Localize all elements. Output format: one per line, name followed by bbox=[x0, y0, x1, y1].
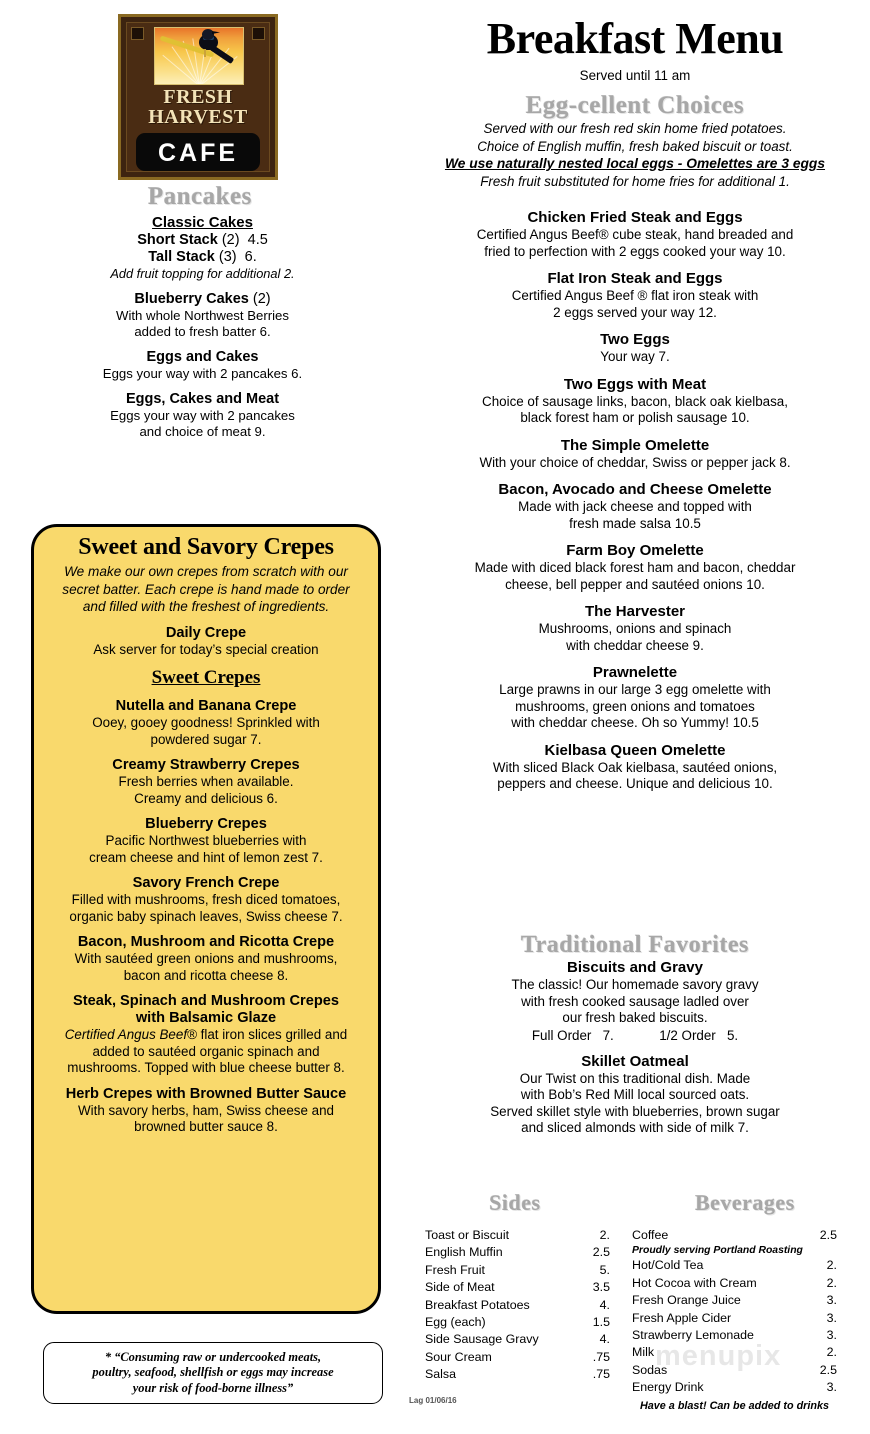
item-label: Blueberry Crepes bbox=[145, 816, 267, 832]
crepes-intro bbox=[46, 563, 366, 616]
list-item bbox=[425, 1244, 610, 1261]
item-label: Farm Boy Omelette bbox=[566, 542, 704, 559]
side-price: 3.5 bbox=[592, 1280, 610, 1295]
food-safety-disclaimer bbox=[43, 1342, 383, 1404]
item-desc-line3: with cheddar cheese. Oh so Yummy! 10.5 bbox=[511, 715, 759, 730]
item-desc-line1: Your way 7. bbox=[600, 349, 670, 364]
item-desc-line3: Served skillet style with blueberries, brown sugar bbox=[490, 1103, 780, 1119]
disclaimer-line2: poultry, seafood, shellfish or eggs may increase bbox=[92, 1365, 334, 1380]
item-label: Bacon, Avocado and Cheese Omelette bbox=[498, 481, 772, 498]
menu-item-tall-stack bbox=[30, 249, 375, 266]
section-header-traditional-favorites: Traditional Favorites bbox=[520, 932, 750, 958]
beverage-price: 3. bbox=[826, 1380, 837, 1395]
half-order-label: 1/2 Order bbox=[659, 1027, 716, 1043]
list-item bbox=[425, 1314, 610, 1331]
side-price: 4. bbox=[599, 1297, 610, 1312]
page-title: Breakfast Menu bbox=[486, 14, 784, 63]
item-label: Chicken Fried Steak and Eggs bbox=[527, 209, 743, 226]
side-name: Fresh Fruit bbox=[425, 1262, 485, 1277]
beverage-name: Hot Cocoa with Cream bbox=[632, 1275, 757, 1290]
side-price: .75 bbox=[592, 1349, 610, 1364]
item-desc-line2: fresh made salsa 10.5 bbox=[569, 515, 701, 531]
disclaimer-line1: * “Consuming raw or undercooked meats, bbox=[104, 1349, 322, 1364]
side-price: 4. bbox=[599, 1332, 610, 1347]
menu-item-prawnelette bbox=[420, 664, 850, 732]
eggcellent-notes bbox=[420, 120, 850, 190]
item-label: Nutella and Banana Crepe bbox=[115, 698, 297, 714]
item-label: Eggs, Cakes and Meat bbox=[125, 391, 280, 407]
item-label: Eggs and Cakes bbox=[146, 349, 259, 365]
side-name: Egg (each) bbox=[425, 1315, 486, 1330]
item-desc-line2: browned butter sauce 8. bbox=[134, 1119, 278, 1134]
item-desc-line1 bbox=[46, 1027, 366, 1044]
item-desc-line2: with cheddar cheese 9. bbox=[566, 637, 704, 653]
beverage-price: 2. bbox=[826, 1258, 837, 1273]
item-desc-line3: mushrooms. Topped with blue cheese butter 8. bbox=[67, 1060, 345, 1075]
section-header-pancakes: Pancakes bbox=[148, 183, 252, 210]
side-price: .75 bbox=[592, 1367, 610, 1382]
side-price: 1.5 bbox=[592, 1315, 610, 1330]
menu-item-eggs-cakes-and-meat bbox=[30, 391, 375, 440]
menu-item-herb-crepes bbox=[46, 1086, 366, 1136]
beverage-name: Energy Drink bbox=[632, 1380, 704, 1395]
beverage-price: 3. bbox=[826, 1328, 837, 1343]
logo-frame bbox=[118, 14, 278, 180]
item-desc-line1: Our Twist on this traditional dish. Made bbox=[519, 1070, 751, 1086]
menu-item-skillet-oatmeal bbox=[420, 1053, 850, 1137]
item-label: Prawnelette bbox=[592, 664, 678, 681]
bird-beak bbox=[212, 31, 220, 34]
item-desc-line1: Filled with mushrooms, fresh diced tomatoes, bbox=[71, 892, 341, 907]
menu-item-blueberry-crepes bbox=[46, 816, 366, 866]
list-item bbox=[632, 1362, 837, 1379]
item-label-line2: with Balsamic Glaze bbox=[135, 1010, 277, 1026]
item-desc-line1: Large prawns in our large 3 egg omelette with bbox=[499, 682, 771, 697]
right-column bbox=[400, 0, 870, 1434]
crepes-intro-line2: secret batter. Each crepe is hand made to order bbox=[62, 581, 350, 597]
side-name: English Muffin bbox=[425, 1245, 503, 1260]
item-desc-line3: our fresh baked biscuits. bbox=[562, 1010, 708, 1025]
menu-item-bacon-avocado-cheese-omelette bbox=[420, 481, 850, 532]
beverage-name: Fresh Apple Cider bbox=[632, 1310, 732, 1325]
side-name: Side of Meat bbox=[425, 1280, 495, 1295]
list-item bbox=[632, 1227, 837, 1244]
eggcellent-note-3: We use naturally nested local eggs - Omelettes are 3 eggs bbox=[444, 156, 826, 171]
item-desc-line2: added to fresh batter 6. bbox=[134, 324, 271, 339]
item-desc-line1: Pacific Northwest blueberries with bbox=[105, 833, 307, 848]
revision-stamp: Lag 01/06/16 bbox=[409, 1396, 457, 1405]
menupix-watermark: menupix bbox=[655, 1340, 782, 1372]
menu-item-kielbasa-queen-omelette bbox=[420, 742, 850, 793]
beverage-price: 2. bbox=[826, 1275, 837, 1290]
certified-angus-beef-mark: Certified Angus Beef® bbox=[64, 1027, 197, 1042]
logo-corner-screw-left bbox=[131, 27, 144, 40]
item-desc-line1: With sautéed green onions and mushrooms, bbox=[74, 951, 338, 966]
beverages-price-list bbox=[632, 1227, 837, 1413]
menu-item-the-simple-omelette bbox=[420, 437, 850, 472]
full-order-label: Full Order bbox=[531, 1027, 592, 1043]
eggcellent-note-4: Fresh fruit substituted for home fries for additional 1. bbox=[480, 173, 790, 189]
full-order-price: 7. bbox=[602, 1027, 614, 1043]
list-item bbox=[632, 1327, 837, 1344]
beverages-footnote: Have a blast! Can be added to drinks bbox=[640, 1399, 829, 1412]
list-item bbox=[632, 1257, 837, 1274]
item-desc-line2: peppers and cheese. Unique and delicious 10. bbox=[497, 776, 773, 791]
crepes-panel bbox=[31, 524, 381, 1314]
pancakes-section bbox=[30, 213, 375, 440]
biscuits-order-prices bbox=[420, 1027, 850, 1044]
bird-leg bbox=[204, 49, 206, 57]
menu-item-blueberry-cakes bbox=[30, 291, 375, 340]
side-name: Toast or Biscuit bbox=[425, 1228, 510, 1242]
item-desc-line1: Eggs your way with 2 pancakes bbox=[110, 408, 295, 423]
item-label: Short Stack bbox=[137, 232, 218, 248]
item-desc-line1: Made with diced black forest ham and bacon, cheddar bbox=[474, 560, 796, 575]
classic-cakes-note: Add fruit topping for additional 2. bbox=[110, 266, 295, 281]
logo-line-harvest: HARVEST bbox=[148, 106, 248, 128]
item-label: Tall Stack bbox=[148, 249, 215, 265]
item-label: Creamy Strawberry Crepes bbox=[112, 757, 300, 773]
item-label: Kielbasa Queen Omelette bbox=[544, 741, 726, 759]
section-header-crepes: Sweet and Savory Crepes bbox=[78, 534, 334, 560]
logo-wordmark bbox=[127, 87, 269, 127]
list-item bbox=[425, 1279, 610, 1296]
logo-cafe-text: CAFE bbox=[157, 139, 239, 167]
item-price: 4.5 bbox=[247, 232, 268, 248]
pancakes-subheader-classic-cakes: Classic Cakes bbox=[152, 214, 253, 231]
item-desc-line2: 2 eggs served your way 12. bbox=[553, 304, 717, 320]
item-label: Daily Crepe bbox=[165, 624, 247, 641]
side-name: Breakfast Potatoes bbox=[425, 1297, 530, 1312]
beverage-name: Sodas bbox=[632, 1362, 668, 1377]
item-desc-line1: Certified Angus Beef ® flat iron steak with bbox=[511, 288, 759, 303]
crepes-intro-line1: We make our own crepes from scratch with our bbox=[64, 564, 348, 579]
menu-item-flat-iron-steak-and-eggs bbox=[420, 270, 850, 321]
crepes-subheader-sweet: Sweet Crepes bbox=[151, 667, 261, 688]
left-column bbox=[0, 0, 400, 1434]
side-price: 5. bbox=[599, 1262, 610, 1277]
item-label: Skillet Oatmeal bbox=[581, 1052, 689, 1070]
menu-item-nutella-banana-crepe bbox=[46, 698, 366, 748]
item-desc-line2: black forest ham or polish sausage 10. bbox=[520, 410, 750, 425]
logo-board bbox=[126, 22, 270, 172]
item-desc-line1: The classic! Our homemade savory gravy bbox=[511, 977, 759, 992]
item-label: The Harvester bbox=[584, 603, 686, 620]
menu-item-two-eggs bbox=[420, 331, 850, 366]
list-item bbox=[632, 1275, 837, 1292]
eggcellent-note-1: Served with our fresh red skin home fried potatoes. bbox=[483, 121, 787, 136]
list-item bbox=[632, 1292, 837, 1309]
side-price: 2. bbox=[599, 1228, 610, 1242]
disclaimer-line3: your risk of food-borne illness” bbox=[132, 1380, 294, 1395]
crepes-intro-line3: and filled with the freshest of ingredients. bbox=[82, 599, 330, 614]
beverage-name: Fresh Orange Juice bbox=[632, 1293, 741, 1308]
list-item bbox=[425, 1331, 610, 1348]
beverage-name: Strawberry Lemonade bbox=[632, 1328, 754, 1343]
logo-corner-screw-right bbox=[252, 27, 265, 40]
item-desc-line2: with Bob’s Red Mill local sourced oats. bbox=[520, 1087, 750, 1102]
item-desc-line2: added to sautéed organic spinach and bbox=[92, 1043, 320, 1059]
item-desc-line1: Fresh berries when available. bbox=[118, 774, 294, 789]
item-label: Blueberry Cakes bbox=[134, 291, 249, 307]
beverage-price: 3. bbox=[826, 1293, 837, 1308]
side-price: 2.5 bbox=[592, 1245, 610, 1260]
item-desc-line2: cheese, bell pepper and sautéed onions 10. bbox=[505, 576, 765, 592]
item-label: Biscuits and Gravy bbox=[567, 959, 703, 976]
beverage-price: 2. bbox=[826, 1345, 837, 1360]
item-label: Herb Crepes with Browned Butter Sauce bbox=[65, 1085, 347, 1102]
beverage-price: 3. bbox=[826, 1310, 837, 1325]
list-item bbox=[425, 1262, 610, 1279]
beverage-name: Hot/Cold Tea bbox=[632, 1258, 704, 1273]
item-desc-line1: With your choice of cheddar, Swiss or pepper jack 8. bbox=[479, 454, 791, 470]
side-name: Sour Cream bbox=[425, 1349, 492, 1364]
eggcellent-note-2: Choice of English muffin, fresh baked biscuit or toast. bbox=[477, 138, 793, 154]
menu-item-steak-spinach-mushroom-crepes bbox=[46, 993, 366, 1077]
sunrise-bird-illustration bbox=[154, 27, 244, 85]
bird-head bbox=[202, 29, 214, 40]
item-desc-line1: Mushrooms, onions and spinach bbox=[538, 621, 732, 636]
coffee-roaster-note: Proudly serving Portland Roasting bbox=[632, 1245, 803, 1257]
list-item bbox=[632, 1379, 837, 1396]
item-label: The Simple Omelette bbox=[560, 436, 710, 454]
menu-item-short-stack bbox=[30, 232, 375, 249]
item-desc-line2: with fresh cooked sausage ladled over bbox=[521, 993, 749, 1009]
served-until-text: Served until 11 am bbox=[579, 68, 691, 83]
beverage-name: Coffee bbox=[632, 1228, 669, 1242]
restaurant-logo bbox=[118, 14, 278, 180]
item-desc-line1: Ask server for today’s special creation bbox=[93, 641, 319, 657]
menu-item-bacon-mushroom-ricotta-crepe bbox=[46, 934, 366, 984]
item-desc-line2: fried to perfection with 2 eggs cooked your way 10. bbox=[484, 243, 786, 259]
list-item bbox=[425, 1297, 610, 1314]
list-item bbox=[632, 1310, 837, 1327]
item-desc-line1: Choice of sausage links, bacon, black oak kielbasa, bbox=[482, 393, 788, 409]
section-header-sides: Sides bbox=[489, 1190, 541, 1215]
item-desc-rest: flat iron slices grilled and bbox=[196, 1027, 348, 1042]
section-header-beverages: Beverages bbox=[695, 1190, 795, 1215]
beverage-name: Milk bbox=[632, 1345, 655, 1360]
side-name: Side Sausage Gravy bbox=[425, 1332, 539, 1347]
item-desc-line4: and sliced almonds with side of milk 7. bbox=[521, 1120, 749, 1135]
menu-item-chicken-fried-steak-and-eggs bbox=[420, 209, 850, 260]
item-label: Bacon, Mushroom and Ricotta Crepe bbox=[77, 934, 335, 950]
side-name: Salsa bbox=[425, 1367, 456, 1382]
item-label: Two Eggs bbox=[600, 331, 670, 348]
logo-line-fresh: FRESH bbox=[163, 86, 233, 108]
item-desc-line1: With whole Northwest Berries bbox=[116, 308, 289, 323]
eggcellent-items bbox=[420, 209, 850, 793]
item-label: Flat Iron Steak and Eggs bbox=[547, 270, 723, 287]
item-label: Savory French Crepe bbox=[132, 875, 280, 891]
item-desc-line2: organic baby spinach leaves, Swiss cheese 7. bbox=[69, 908, 343, 924]
item-price: 6. bbox=[244, 249, 257, 265]
item-desc-line2: bacon and ricotta cheese 8. bbox=[123, 967, 289, 983]
item-qty: (3) bbox=[218, 249, 237, 265]
menu-item-the-harvester bbox=[420, 603, 850, 654]
item-desc-line1: Ooey, gooey goodness! Sprinkled with bbox=[92, 715, 320, 730]
traditional-items bbox=[420, 959, 850, 1137]
half-order-price: 5. bbox=[726, 1027, 739, 1043]
sides-price-list bbox=[425, 1227, 610, 1384]
beverage-price: 2.5 bbox=[819, 1362, 837, 1377]
menu-item-daily-crepe bbox=[46, 625, 366, 659]
item-desc-line1: Certified Angus Beef® cube steak, hand breaded and bbox=[476, 227, 794, 242]
item-desc-line1: Eggs your way with 2 pancakes 6. bbox=[102, 366, 303, 381]
item-desc-line2: powdered sugar 7. bbox=[150, 731, 262, 747]
item-desc-line2: Creamy and delicious 6. bbox=[134, 790, 278, 806]
item-qty: (2) bbox=[252, 291, 271, 307]
item-desc-line2: mushrooms, green onions and tomatoes bbox=[515, 698, 755, 714]
item-desc-line1: With savory herbs, ham, Swiss cheese and bbox=[77, 1102, 335, 1118]
list-item bbox=[425, 1349, 610, 1366]
menu-item-creamy-strawberry-crepes bbox=[46, 757, 366, 807]
menu-item-farm-boy-omelette bbox=[420, 542, 850, 593]
beverage-price: 2.5 bbox=[819, 1228, 837, 1242]
item-desc-line1: Made with jack cheese and topped with bbox=[518, 499, 752, 514]
item-label: Two Eggs with Meat bbox=[563, 375, 707, 393]
item-desc-line2: cream cheese and hint of lemon zest 7. bbox=[89, 849, 323, 865]
menu-item-eggs-and-cakes bbox=[30, 349, 375, 382]
item-qty: (2) bbox=[221, 232, 240, 248]
item-desc-line2: and choice of meat 9. bbox=[139, 424, 266, 439]
item-label-line1: Steak, Spinach and Mushroom Crepes bbox=[73, 993, 339, 1009]
list-item bbox=[425, 1227, 610, 1244]
list-item bbox=[425, 1366, 610, 1383]
menu-item-biscuits-and-gravy bbox=[420, 959, 850, 1044]
menu-item-savory-french-crepe bbox=[46, 875, 366, 925]
list-item bbox=[632, 1344, 837, 1361]
item-desc-line1: With sliced Black Oak kielbasa, sautéed onions, bbox=[492, 759, 778, 775]
menu-item-two-eggs-with-meat bbox=[420, 376, 850, 427]
section-header-eggcellent-choices: Egg-cellent Choices bbox=[525, 92, 745, 119]
